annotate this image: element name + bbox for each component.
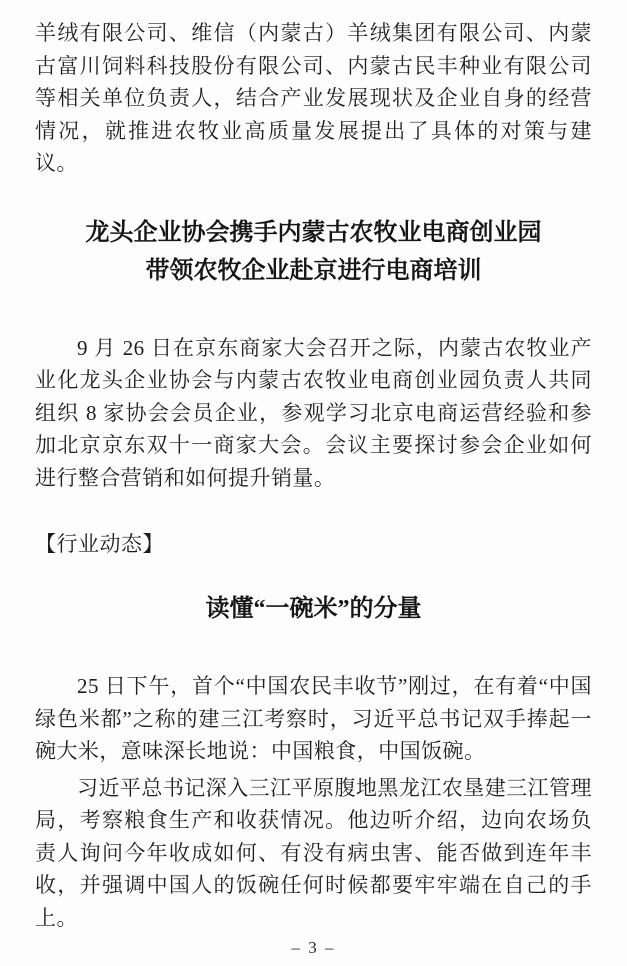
article-1-title: [35, 214, 592, 290]
article-1-title-line-2: 带领农牧企业赴京进行电商培训: [145, 257, 482, 284]
article-2-title: 读懂“一碗米”的分量: [205, 596, 422, 622]
page-number: – 3 –: [291, 938, 336, 957]
article-1-title-line-1: 龙头企业协会携手内蒙古农牧业电商创业园: [85, 219, 542, 246]
article-2-paragraph-1: 25 日下午，首个“中国农民丰收节”刚过，在有着“中国绿色米都”之称的建三江考察时，习近平总书记双手捧起一碗大米，意味深长地说：中国粮食，中国饭碗。: [35, 674, 592, 763]
article-1-body-paragraph: 9 月 26 日在京东商家大会召开之际，内蒙古农牧业产业化龙头企业协会与内蒙古农牧业电商创业园负责人共同组织 8 家协会会员企业，参观学习北京电商运营经验和参加北京京东双十一商家大会。会议主要探讨参会企业如何进行整合营销和如何提升销量。: [35, 335, 592, 490]
section-marker-industry-news: 【行业动态】: [35, 533, 164, 556]
intro-paragraph: 羊绒有限公司、维信（内蒙古）羊绒集团有限公司、内蒙古富川饲料科技股份有限公司、内蒙古民丰种业有限公司等相关单位负责人，结合产业发展现状及企业自身的经营情况，就推进农牧业高质量发展提出了具体的对策与建议。: [35, 21, 592, 175]
article-2-paragraph-2: 习近平总书记深入三江平原腹地黑龙江农垦建三江管理局，考察粮食生产和收获情况。他边听介绍，边向农场负责人询问今年收成如何、有没有病虫害、能否做到连年丰收，并强调中国人的饭碗任何时候都要牢牢端在自己的手上。: [35, 775, 592, 930]
